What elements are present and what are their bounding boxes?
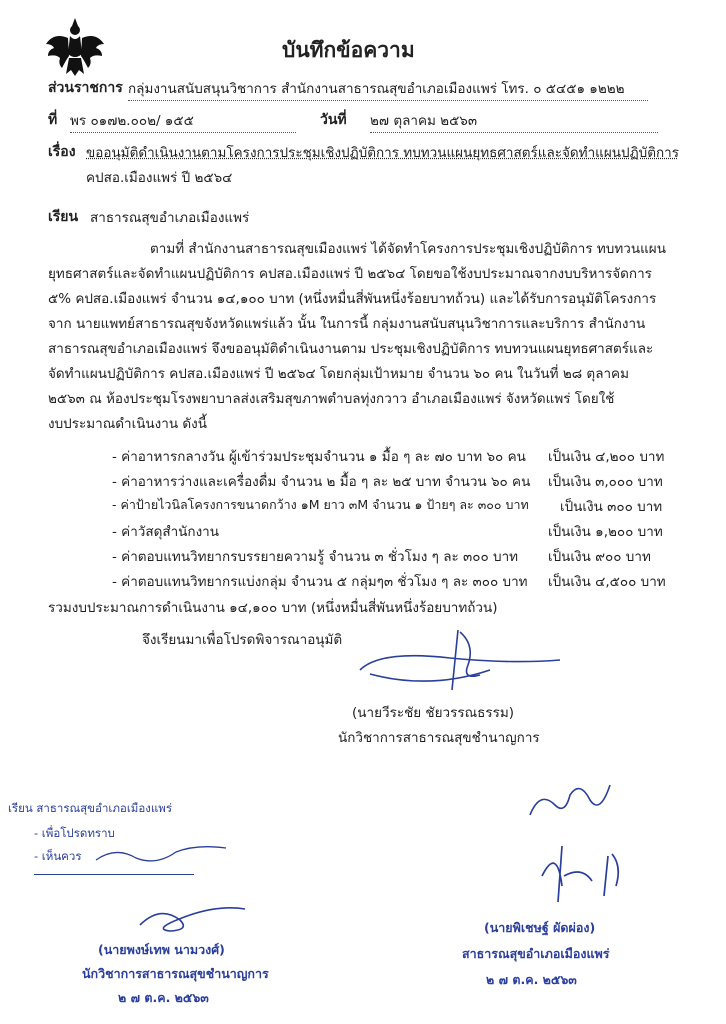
date-value: ๒๗ ตุลาคม ๒๕๖๓ — [370, 109, 658, 133]
endorse-item-2: - เห็นควร — [34, 849, 82, 863]
signer-position: นักวิชาการสาธารณสุขชำนาญการ — [338, 730, 540, 746]
budget-item-amount: เป็นเงิน ๓๐๐ บาท — [560, 499, 663, 515]
budget-item-desc: - ค่าตอบแทนวิทยากรแบ่งกลุ่ม จำนวน ๕ กลุ่มๆ๓ ชั่วโมง ๆ ละ ๓๐๐ บาท — [112, 574, 528, 590]
signature-icon — [340, 620, 580, 700]
body-line: งบประมาณดำเนินงาน ดังนี้ — [48, 416, 207, 432]
to-label: เรียน — [48, 209, 79, 225]
dept-value: กลุ่มงานสนับสนุนวิชาการ สำนักงานสาธารณสุขอำเภอเมืองแพร่ โทร. ๐ ๕๔๕๑ ๑๒๒๒ — [128, 77, 648, 101]
budget-item-amount: เป็นเงิน ๔,๕๐๐ บาท — [548, 574, 666, 590]
body-line: ๕% คปสอ.เมืองแพร่ จำนวน ๑๔,๑๐๐ บาท (หนึ่งหมื่นสี่พันหนึ่งร้อยบาทถ้วน) และได้รับการอนุมัติโครงการ — [48, 291, 657, 307]
garuda-seal-icon — [42, 14, 108, 80]
body-line: จัดทำแผนปฏิบัติการ คปสอ.เมืองแพร่ ปี ๒๕๖๔ โดยกลุ่มเป้าหมาย จำนวน ๖๐ คน ในวันที่ ๒๘ ตุลาคม — [48, 366, 629, 382]
budget-item-desc: - ค่าตอบแทนวิทยากรบรรยายความรู้ จำนวน ๓ ชั่วโมง ๆ ละ ๓๐๐ บาท — [112, 549, 519, 565]
endorse-right-name: (นายพิเชษฐ์ ผัดผ่อง) — [484, 920, 596, 935]
body-line: ตามที่ สำนักงานสาธารณสุขเมืองแพร่ ได้จัดทำโครงการประชุมเชิงปฏิบัติการ ทบทวนแผน — [150, 241, 666, 257]
subject-line-1: ขออนุมัติดำเนินงานตามโครงการประชุมเชิงปฏิบัติการ ทบทวนแผนยุทธศาสตร์และจัดทำแผนปฏิบัติการ — [86, 145, 679, 161]
endorse-to: เรียน สาธารณสุขอำเภอเมืองแพร่ — [8, 801, 173, 815]
body-line: ๒๕๖๓ ณ ห้องประชุมโรงพยาบาลส่งเสริมสุขภาพตำบลทุ่งกวาว อำเภอเมืองแพร่ จังหวัดแพร่ โดยใช้ — [48, 391, 615, 407]
budget-total: รวมงบประมาณการดำเนินงาน ๑๔,๑๐๐ บาท (หนึ่งหมื่นสี่พันหนึ่งร้อยบาทถ้วน) — [48, 600, 498, 616]
handwriting-icon — [86, 836, 236, 876]
body-line: จาก นายแพทย์สาธารณสุขจังหวัดแพร่แล้ว นั้น ในการนี้ กลุ่มงานสนับสนุนวิชาการและบริการ สำนักงาน — [48, 316, 646, 332]
budget-item-amount: เป็นเงิน ๓,๐๐๐ บาท — [548, 474, 663, 490]
endorse-right-position: สาธารณสุขอำเภอเมืองแพร่ — [462, 946, 610, 961]
budget-item-amount: เป็นเงิน ๑,๒๐๐ บาท — [548, 524, 663, 540]
ref-value: พร ๐๑๗๒.๐๐๒/ ๑๕๕ — [70, 109, 296, 133]
to-value: สาธารณสุขอำเภอเมืองแพร่ — [90, 210, 250, 226]
closing-line: จึงเรียนมาเพื่อโปรดพิจารณาอนุมัติ — [142, 632, 343, 648]
endorse-right-date: ๒ ๗ ต.ค. ๒๕๖๓ — [486, 972, 577, 987]
endorse-left-date: ๒ ๗ ต.ค. ๒๕๖๓ — [118, 990, 209, 1005]
signature-icon — [512, 836, 652, 906]
subject-label: เรื่อง — [48, 144, 76, 160]
document-title: บันทึกข้อความ — [282, 38, 415, 62]
signature-icon — [130, 895, 250, 940]
date-label: วันที่ — [320, 112, 347, 128]
budget-item-desc: - ค่าวัสดุสำนักงาน — [112, 524, 219, 540]
budget-item-desc: - ค่าอาหารว่างและเครื่องดื่ม จำนวน ๒ มื้อ ๆ ละ ๒๕ บาท จำนวน ๖๐ คน — [112, 474, 531, 490]
body-line: ยุทธศาสตร์และจัดทำแผนปฏิบัติการ คปสอ.เมืองแพร่ ปี ๒๕๖๔ โดยขอใช้งบประมาณจากงบบริหารจัดการ — [48, 266, 652, 282]
endorse-divider — [34, 874, 194, 875]
budget-item-amount: เป็นเงิน ๔,๒๐๐ บาท — [548, 449, 665, 465]
budget-item-amount: เป็นเงิน ๙๐๐ บาท — [548, 549, 651, 565]
endorse-item-1: - เพื่อโปรดทราบ — [34, 826, 115, 840]
body-line: สาธารณสุขอำเภอเมืองแพร่ จึงขออนุมัติดำเนินงานตาม ประชุมเชิงปฏิบัติการ ทบทวนแผนยุทธศาสตร์และ — [48, 341, 654, 357]
budget-item-desc: - ค่าอาหารกลางวัน ผู้เข้าร่วมประชุมจำนวน ๑ มื้อ ๆ ละ ๗๐ บาท ๖๐ คน — [112, 449, 526, 465]
ref-label: ที่ — [48, 112, 58, 128]
endorse-left-position: นักวิชาการสาธารณสุขชำนาญการ — [82, 966, 269, 981]
dept-label: ส่วนราชการ — [48, 80, 123, 96]
signer-name: (นายวีระชัย ชัยวรรณธรรม) — [352, 705, 515, 721]
endorse-left-name: (นายพงษ์เทพ นามวงศ์) — [98, 942, 225, 957]
handwriting-icon — [510, 770, 630, 830]
budget-item-desc: - ค่าป้ายไวนิลโครงการขนาดกว้าง ๑M ยาว ๓M จำนวน ๑ ป้ายๆ ละ ๓๐๐ บาท — [112, 497, 529, 512]
subject-line-2: คปสอ.เมืองแพร่ ปี ๒๕๖๔ — [86, 170, 233, 186]
